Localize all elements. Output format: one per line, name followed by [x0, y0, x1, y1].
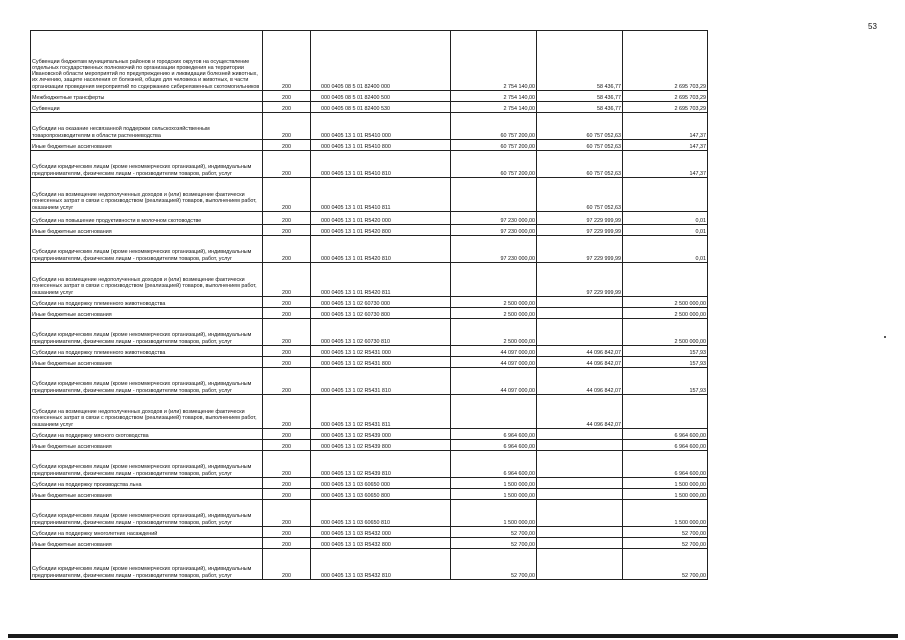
cell-approved: 6 964 600,00 [451, 440, 537, 451]
cell-admin-code: 200 [263, 225, 311, 236]
table-row [31, 478, 708, 489]
cell-approved: 1 500 000,00 [451, 478, 537, 489]
cell-admin-code: 200 [263, 368, 311, 395]
cell-executed: 97 229 999,99 [537, 263, 623, 297]
cell-admin-code: 200 [263, 212, 311, 225]
cell-budget-code: 000 0405 13 1 01 R5410 811 [311, 178, 451, 212]
cell-approved: 2 500 000,00 [451, 319, 537, 346]
cell-admin-code: 200 [263, 357, 311, 368]
cell-budget-code: 000 0405 13 1 01 R5410 810 [311, 151, 451, 178]
table-row [31, 440, 708, 451]
cell-name: Иные бюджетные ассигнования [31, 538, 263, 549]
cell-approved: 2 754 140,00 [451, 91, 537, 102]
cell-name: Субсидии юридическим лицам (кроме некоммерческих организаций), индивидуальным предпринимателям, физическим лицам - производителям товаров, работ, услуг [31, 236, 263, 263]
cell-budget-code: 000 0405 13 1 02 60730 800 [311, 308, 451, 319]
table-row [31, 308, 708, 319]
scan-speck [884, 336, 886, 338]
cell-unexecuted: 1 500 000,00 [623, 500, 708, 527]
cell-approved: 52 700,00 [451, 549, 537, 580]
table-row [31, 549, 708, 580]
cell-name: Межбюджетные трансферты [31, 91, 263, 102]
cell-name: Иные бюджетные ассигнования [31, 489, 263, 500]
cell-unexecuted [623, 263, 708, 297]
cell-executed: 60 757 052,63 [537, 113, 623, 140]
cell-budget-code: 000 0405 13 1 01 R5420 811 [311, 263, 451, 297]
table-row [31, 225, 708, 236]
cell-unexecuted: 157,93 [623, 368, 708, 395]
cell-budget-code: 000 0405 13 1 02 R5431 810 [311, 368, 451, 395]
cell-budget-code: 000 0405 08 5 01 82400 530 [311, 102, 451, 113]
cell-admin-code: 200 [263, 178, 311, 212]
cell-unexecuted: 52 700,00 [623, 538, 708, 549]
cell-name: Субсидии на возмещение недополученных доходов и (или) возмещение фактически понесенных затрат в связи с производством (реализацией) товаров, выполнением работ, оказанием услуг [31, 395, 263, 429]
cell-name: Субсидии юридическим лицам (кроме некоммерческих организаций), индивидуальным предпринимателям, физическим лицам - производителям товаров, работ, услуг [31, 151, 263, 178]
cell-name: Субсидии на возмещение недополученных доходов и (или) возмещение фактически понесенных затрат в связи с производством (реализацией) товаров, выполнением работ, оказанием услуг [31, 178, 263, 212]
cell-budget-code: 000 0405 13 1 03 R5432 810 [311, 549, 451, 580]
table-row [31, 489, 708, 500]
cell-name: Субвенции бюджетам муниципальных районов и городских округов на осуществление отдельных государственных полномочий по организации проведения на территории Ивановской области мероприятий по предупреждению и ликвидации болезней животных, их лечению, защите населения от болезней, общих для человека и животных, в части организации проведения мероприятий по содержанию сибиреязвенных скотомогильников [31, 31, 263, 91]
cell-budget-code: 000 0405 08 5 01 82400 500 [311, 91, 451, 102]
cell-name: Субсидии на повышение продуктивности в молочном скотоводстве [31, 212, 263, 225]
cell-unexecuted: 1 500 000,00 [623, 489, 708, 500]
cell-budget-code: 000 0405 13 1 02 R5431 800 [311, 357, 451, 368]
cell-unexecuted: 157,93 [623, 357, 708, 368]
cell-name: Субсидии на поддержку производства льна [31, 478, 263, 489]
cell-name: Иные бюджетные ассигнования [31, 308, 263, 319]
cell-approved: 97 230 000,00 [451, 236, 537, 263]
page-number: 53 [868, 22, 877, 31]
cell-unexecuted: 1 500 000,00 [623, 478, 708, 489]
cell-approved: 60 757 200,00 [451, 140, 537, 151]
cell-name: Субсидии юридическим лицам (кроме некоммерческих организаций), индивидуальным предпринимателям, физическим лицам - производителям товаров, работ, услуг [31, 549, 263, 580]
cell-approved: 97 230 000,00 [451, 212, 537, 225]
cell-unexecuted: 6 964 600,00 [623, 429, 708, 440]
cell-executed: 58 436,77 [537, 31, 623, 91]
table-row [31, 178, 708, 212]
cell-approved: 44 097 000,00 [451, 368, 537, 395]
cell-executed: 97 229 999,99 [537, 225, 623, 236]
table-row [31, 319, 708, 346]
table-row [31, 212, 708, 225]
table-row [31, 538, 708, 549]
cell-approved: 44 097 000,00 [451, 346, 537, 357]
cell-approved [451, 178, 537, 212]
cell-admin-code: 200 [263, 527, 311, 538]
cell-approved: 1 500 000,00 [451, 489, 537, 500]
cell-name: Иные бюджетные ассигнования [31, 140, 263, 151]
cell-approved: 60 757 200,00 [451, 113, 537, 140]
cell-name: Субвенции [31, 102, 263, 113]
cell-admin-code: 200 [263, 91, 311, 102]
cell-approved: 2 754 140,00 [451, 102, 537, 113]
cell-executed [537, 500, 623, 527]
table-row [31, 31, 708, 91]
cell-executed [537, 538, 623, 549]
cell-budget-code: 000 0405 13 1 01 R5410 800 [311, 140, 451, 151]
table-row [31, 527, 708, 538]
cell-unexecuted: 2 500 000,00 [623, 308, 708, 319]
cell-admin-code: 200 [263, 549, 311, 580]
cell-executed: 60 757 052,63 [537, 178, 623, 212]
cell-name: Субсидии на поддержку мясного скотоводства [31, 429, 263, 440]
cell-approved: 60 757 200,00 [451, 151, 537, 178]
cell-admin-code: 200 [263, 478, 311, 489]
table-row [31, 263, 708, 297]
cell-admin-code: 200 [263, 429, 311, 440]
table-row [31, 151, 708, 178]
cell-unexecuted: 2 695 703,29 [623, 102, 708, 113]
cell-unexecuted: 52 700,00 [623, 527, 708, 538]
cell-executed [537, 451, 623, 478]
cell-executed [537, 489, 623, 500]
cell-unexecuted [623, 395, 708, 429]
cell-name: Субсидии на возмещение недополученных доходов и (или) возмещение фактически понесенных затрат в связи с производством (реализацией) товаров, выполнением работ, оказанием услуг [31, 263, 263, 297]
cell-executed: 44 096 842,07 [537, 368, 623, 395]
cell-budget-code: 000 0405 13 1 03 60650 000 [311, 478, 451, 489]
cell-executed [537, 549, 623, 580]
cell-budget-code: 000 0405 13 1 03 60650 810 [311, 500, 451, 527]
table-row [31, 102, 708, 113]
cell-budget-code: 000 0405 13 1 02 R5439 000 [311, 429, 451, 440]
cell-unexecuted: 2 695 703,29 [623, 31, 708, 91]
table-row [31, 500, 708, 527]
cell-admin-code: 200 [263, 346, 311, 357]
cell-executed: 97 229 999,99 [537, 236, 623, 263]
cell-executed: 44 096 842,07 [537, 395, 623, 429]
cell-admin-code: 200 [263, 440, 311, 451]
cell-executed [537, 429, 623, 440]
cell-executed [537, 297, 623, 308]
cell-admin-code: 200 [263, 500, 311, 527]
cell-budget-code: 000 0405 13 1 03 60650 800 [311, 489, 451, 500]
bottom-border-line [8, 634, 898, 638]
cell-executed: 58 436,77 [537, 102, 623, 113]
cell-budget-code: 000 0405 13 1 01 R5420 000 [311, 212, 451, 225]
cell-approved: 6 964 600,00 [451, 429, 537, 440]
table-row [31, 346, 708, 357]
cell-name: Субсидии юридическим лицам (кроме некоммерческих организаций), индивидуальным предпринимателям, физическим лицам - производителям товаров, работ, услуг [31, 500, 263, 527]
table-row [31, 395, 708, 429]
cell-approved: 2 754 140,00 [451, 31, 537, 91]
cell-name: Субсидии юридическим лицам (кроме некоммерческих организаций), индивидуальным предпринимателям, физическим лицам - производителям товаров, работ, услуг [31, 451, 263, 478]
cell-executed: 58 436,77 [537, 91, 623, 102]
cell-admin-code: 200 [263, 489, 311, 500]
cell-executed: 44 096 842,07 [537, 357, 623, 368]
cell-executed [537, 527, 623, 538]
cell-approved [451, 263, 537, 297]
cell-name: Субсидии юридическим лицам (кроме некоммерческих организаций), индивидуальным предпринимателям, физическим лицам - производителям товаров, работ, услуг [31, 319, 263, 346]
expenditure-table [30, 30, 708, 580]
cell-budget-code: 000 0405 13 1 02 R5439 810 [311, 451, 451, 478]
cell-unexecuted: 157,93 [623, 346, 708, 357]
cell-admin-code: 200 [263, 319, 311, 346]
cell-unexecuted: 6 964 600,00 [623, 451, 708, 478]
table-row [31, 236, 708, 263]
table-row [31, 429, 708, 440]
cell-budget-code: 000 0405 13 1 03 R5432 800 [311, 538, 451, 549]
cell-budget-code: 000 0405 08 5 01 82400 000 [311, 31, 451, 91]
cell-executed [537, 440, 623, 451]
cell-budget-code: 000 0405 13 1 02 60730 810 [311, 319, 451, 346]
table-row [31, 113, 708, 140]
cell-approved: 44 097 000,00 [451, 357, 537, 368]
cell-unexecuted: 2 500 000,00 [623, 297, 708, 308]
cell-budget-code: 000 0405 13 1 03 R5432 000 [311, 527, 451, 538]
cell-admin-code: 200 [263, 297, 311, 308]
cell-executed: 60 757 052,63 [537, 151, 623, 178]
cell-unexecuted: 2 500 000,00 [623, 319, 708, 346]
cell-executed: 60 757 052,63 [537, 140, 623, 151]
cell-approved: 2 500 000,00 [451, 308, 537, 319]
cell-executed [537, 319, 623, 346]
cell-name: Иные бюджетные ассигнования [31, 357, 263, 368]
cell-unexecuted: 147,37 [623, 151, 708, 178]
cell-budget-code: 000 0405 13 1 02 R5431 811 [311, 395, 451, 429]
cell-admin-code: 200 [263, 151, 311, 178]
cell-admin-code: 200 [263, 113, 311, 140]
cell-approved [451, 395, 537, 429]
cell-budget-code: 000 0405 13 1 01 R5420 810 [311, 236, 451, 263]
cell-admin-code: 200 [263, 395, 311, 429]
table-row [31, 297, 708, 308]
cell-executed: 97 229 999,99 [537, 212, 623, 225]
cell-unexecuted [623, 178, 708, 212]
cell-approved: 1 500 000,00 [451, 500, 537, 527]
cell-name: Субсидии юридическим лицам (кроме некоммерческих организаций), индивидуальным предпринимателям, физическим лицам - производителям товаров, работ, услуг [31, 368, 263, 395]
cell-unexecuted: 2 695 703,29 [623, 91, 708, 102]
cell-budget-code: 000 0405 13 1 02 R5439 800 [311, 440, 451, 451]
cell-unexecuted: 0,01 [623, 225, 708, 236]
cell-executed [537, 308, 623, 319]
cell-approved: 6 964 600,00 [451, 451, 537, 478]
cell-unexecuted: 6 964 600,00 [623, 440, 708, 451]
cell-admin-code: 200 [263, 263, 311, 297]
cell-name: Субсидии на поддержку племенного животноводства [31, 297, 263, 308]
table-row [31, 368, 708, 395]
table-row [31, 91, 708, 102]
cell-unexecuted: 0,01 [623, 236, 708, 263]
cell-name: Субсидии на поддержку многолетних насаждений [31, 527, 263, 538]
cell-name: Субсидии на оказание несвязанной поддержки сельскохозяйственным товаропроизводителям в области растениеводства [31, 113, 263, 140]
table-row [31, 451, 708, 478]
cell-admin-code: 200 [263, 538, 311, 549]
cell-approved: 2 500 000,00 [451, 297, 537, 308]
cell-name: Иные бюджетные ассигнования [31, 225, 263, 236]
cell-budget-code: 000 0405 13 1 01 R5420 800 [311, 225, 451, 236]
cell-executed: 44 096 842,07 [537, 346, 623, 357]
cell-admin-code: 200 [263, 308, 311, 319]
cell-approved: 97 230 000,00 [451, 225, 537, 236]
cell-admin-code: 200 [263, 140, 311, 151]
cell-unexecuted: 52 700,00 [623, 549, 708, 580]
cell-name: Субсидии на поддержку племенного животноводства [31, 346, 263, 357]
cell-budget-code: 000 0405 13 1 02 60730 000 [311, 297, 451, 308]
cell-unexecuted: 0,01 [623, 212, 708, 225]
table-row [31, 357, 708, 368]
cell-admin-code: 200 [263, 451, 311, 478]
cell-unexecuted: 147,37 [623, 113, 708, 140]
cell-name: Иные бюджетные ассигнования [31, 440, 263, 451]
cell-admin-code: 200 [263, 102, 311, 113]
cell-approved: 52 700,00 [451, 538, 537, 549]
cell-executed [537, 478, 623, 489]
table-row [31, 140, 708, 151]
cell-admin-code: 200 [263, 236, 311, 263]
cell-admin-code: 200 [263, 31, 311, 91]
cell-budget-code: 000 0405 13 1 01 R5410 000 [311, 113, 451, 140]
cell-budget-code: 000 0405 13 1 02 R5431 000 [311, 346, 451, 357]
cell-approved: 52 700,00 [451, 527, 537, 538]
cell-unexecuted: 147,37 [623, 140, 708, 151]
